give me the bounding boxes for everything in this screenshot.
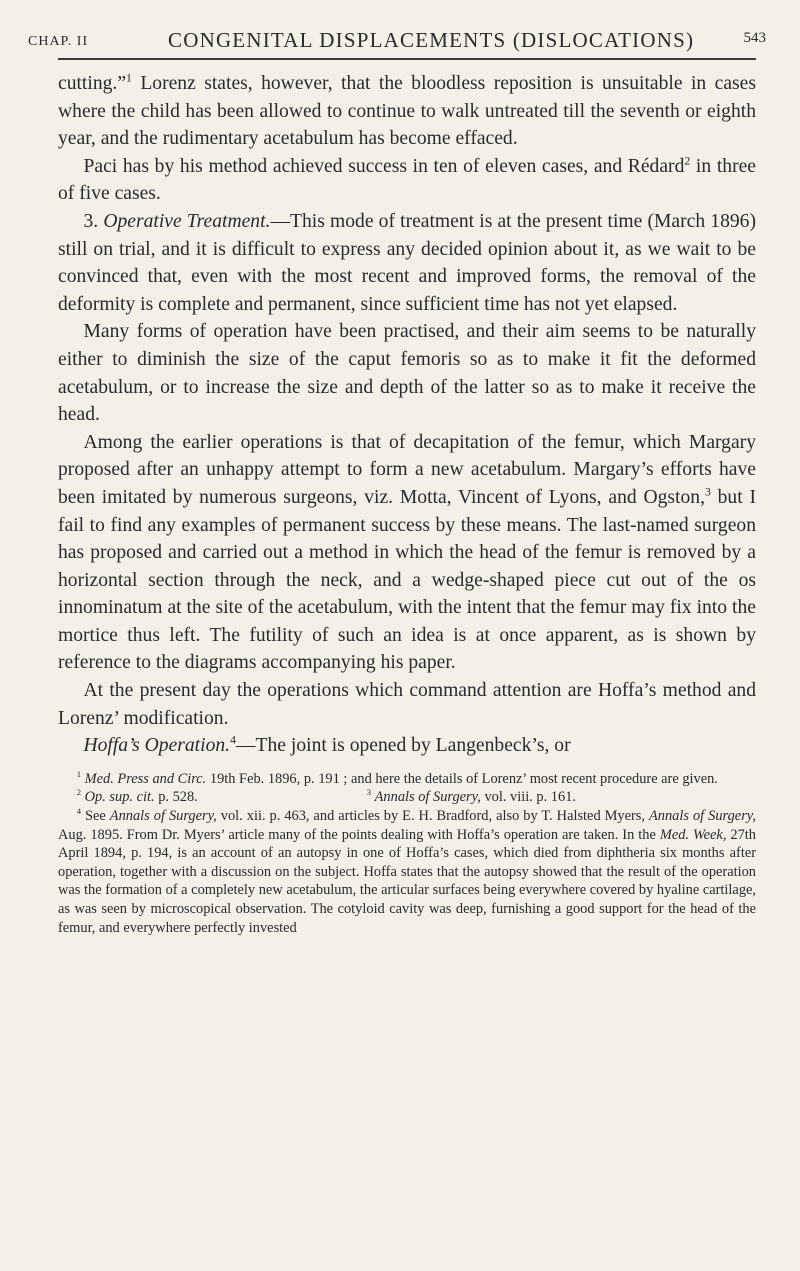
text-run: p. 528. [154, 789, 198, 806]
footnote-marker: 2 [76, 787, 82, 798]
text-run: Among the earlier operations is that of decapitation of the femur, which Margary proposed after an unhappy attempt to form a new acetabulum. Margary’s efforts have been imitated by numerous surgeons, viz. Motta, Vincent of Lyons, and Ogston, [58, 431, 756, 508]
paragraph: At the present day the operations which command attention are Hoffa’s method and Lorenz’ modification. [58, 680, 756, 729]
citation-title: Annals of Surgery, [109, 808, 217, 825]
paragraph [58, 153, 756, 208]
text-run: —This mode of treatment is at the present time (March 1896) still on trial, and it is difficult to express any decided opinion about it, as we wait to be convinced that, even with the most recent and improved forms, the removal of the deformity is complete and permanent, since sufficient time has not yet elapsed. [58, 210, 756, 315]
text-run: vol. xii. p. 463, and articles by E. H. Bradford, also by T. Halsted Myers, [216, 808, 649, 825]
text-run: Aug. 1895. From Dr. Myers’ article many of the points dealing with Hoffa’s operation are taken. In the [58, 826, 660, 843]
text-run: cutting.” [58, 73, 127, 94]
body-text [58, 70, 756, 760]
footnote-row [58, 788, 756, 807]
text-run: 19th Feb. 1896, p. 191 ; and here the details of Lorenz’ most recent procedure are given. [206, 770, 718, 787]
footnotes [58, 770, 756, 937]
text-run: but I fail to find any examples of permanent success by these means. The last-named surgeon has proposed and carried out a method in which the head of the femur is removed by a horizontal section through the neck, and a wedge-shaped piece cut out of the os innominatum at the site of the acetabulum, with the intent that the femur may fix into the mortice thus left. The futility of such an idea is at once apparent, as is shown by reference to the diagrams accompanying his paper. [58, 486, 756, 674]
citation-title: Med. Press and Circ. [84, 770, 207, 787]
text-run: Lorenz states, however, that the bloodless reposition is unsuitable in cases where the child has been allowed to continue to walk untreated till the seventh or eighth year, and the rudimentary acetabulum has become effaced. [58, 73, 756, 150]
footnote-marker: 4 [76, 806, 82, 817]
citation-title: Med. Week, [659, 826, 727, 843]
citation-title: Op. sup. cit. [84, 789, 155, 806]
text-run: —The joint is opened by Langenbeck’s, or [235, 735, 571, 757]
page-number: 543 [743, 30, 766, 46]
paragraph: Many forms of operation have been practised, and their aim seems to be naturally either to diminish the size of the caput femoris so as to make it fit the deformed acetabulum, or to increase the size and depth of the latter so as to make it receive the head. [58, 321, 756, 426]
chapter-label: CHAP. II [28, 34, 89, 49]
citation-title: Annals of Surgery, [649, 808, 756, 825]
paragraph [58, 429, 756, 677]
text-run: 27th April 1894, p. 194, is an account of an autopsy in one of Hoffa’s cases, which died from diphtheria six months after operation, together with a discussion on the subject. Hoffa states that the autopsy showed that the result of the operation was the formation of a completely new acetabulum, the articular surfaces being everywhere covered by hyaline cartilage, as was seen by microscopical observation. The cotyloid cavity was deep, furnishing a good support for the head of the femur, and everywhere perfectly invested [58, 826, 756, 936]
text-run: See [81, 808, 110, 825]
footnote-ref: 3 [704, 485, 711, 499]
footnote-1 [58, 770, 756, 789]
footnote-marker: 3 [366, 787, 372, 798]
footnote-marker: 1 [76, 769, 82, 780]
footnote-4 [58, 807, 756, 937]
text-run: in three of five cases. [58, 155, 756, 205]
paragraph [58, 732, 756, 760]
paragraph [58, 70, 756, 153]
footnote-3 [348, 788, 576, 807]
section-heading: Hoffa’s Operation. [83, 735, 231, 757]
section-heading: Operative Treatment. [103, 210, 271, 232]
footnote-2 [58, 788, 348, 807]
running-header [28, 22, 766, 60]
footnote-ref: 1 [126, 71, 132, 85]
text-run: vol. viii. p. 161. [480, 789, 576, 806]
citation-title: Annals of Surgery, [374, 789, 481, 806]
text-run: Paci has by his method achieved success in ten of eleven cases, and Rédard [83, 155, 685, 177]
paragraph [58, 208, 756, 318]
running-title: CONGENITAL DISPLACEMENTS (DISLOCATIONS) [168, 28, 695, 52]
footnote-ref: 4 [230, 733, 236, 747]
section-number: 3. [83, 210, 104, 232]
footnote-ref: 2 [684, 154, 691, 168]
